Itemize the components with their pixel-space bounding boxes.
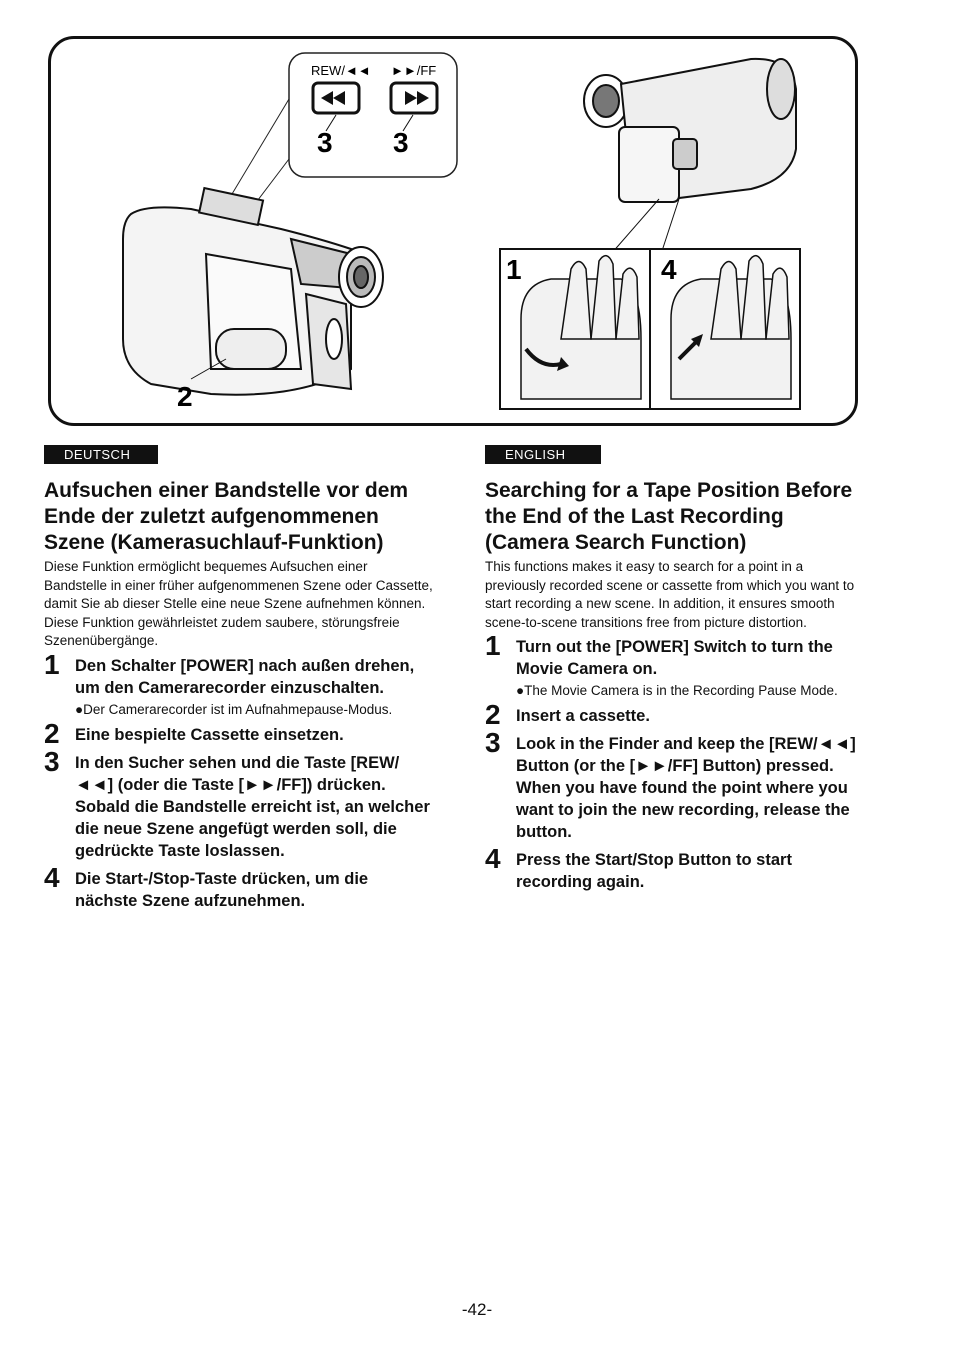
illustration-panel xyxy=(48,36,858,426)
camcorder-rear-view xyxy=(584,59,796,202)
step-2-deutsch xyxy=(44,717,434,749)
step-text: Turn out the [POWER] Switch to turn the Movie Camera on. xyxy=(516,638,833,678)
step-number: 2 xyxy=(44,717,60,749)
intro-text-english: This functions makes it easy to search for a point in a previously recorded scene or cassette from which you want to start recording a new scene. In addition, it ensures smooth scene-to-scene transitions free from picture distortion. xyxy=(485,559,855,630)
step-number: 1 xyxy=(44,648,60,680)
callout-step-1: 1 xyxy=(506,254,522,285)
language-tag-english: ENGLISH xyxy=(485,445,601,464)
step-note: ●The Movie Camera is in the Recording Pause Mode. xyxy=(516,683,838,698)
step-number: 3 xyxy=(485,727,501,758)
step-2-english xyxy=(485,699,865,730)
section-title-english: Searching for a Tape Position Before the End of the Last Recording (Camera Search Function) xyxy=(485,479,853,554)
ff-button-label: ►►/FF xyxy=(391,63,437,78)
step-number: 3 xyxy=(44,745,60,777)
step-text: Eine bespielte Cassette einsetzen. xyxy=(75,725,344,744)
step-3-english xyxy=(485,727,865,843)
section-title-deutsch: Aufsuchen einer Bandstelle vor dem Ende der zuletzt aufgenommenen Szene (Kamerasuchlauf-Funktion) xyxy=(44,479,409,554)
callout-step-3-rew: 3 xyxy=(317,127,333,158)
step-text: Den Schalter [POWER] nach außen drehen, um den Camerarecorder einzuschalten. xyxy=(75,656,415,697)
step-number: 2 xyxy=(485,699,501,730)
step-4-english xyxy=(485,843,865,893)
deutsch-column xyxy=(44,445,434,912)
step-3-deutsch xyxy=(44,745,434,862)
rew-button-label: REW/◄◄ xyxy=(311,63,371,78)
step-text: Press the Start/Stop Button to start recording again. xyxy=(516,851,792,891)
step-text: In den Sucher sehen und die Taste [REW/◄◄] (oder die Taste [►►/FF]) drücken. Sobald die Bandstelle erreicht ist, an welcher die neue Szene angefügt werden soll, die gedrückte Taste loslassen. xyxy=(75,753,430,860)
callout-step-2: 2 xyxy=(177,381,193,412)
step-text: Look in the Finder and keep the [REW/◄◄] Button (or the [►►/FF] Button) pressed. When you have found the point where you want to join the new recording, release the button. xyxy=(516,735,856,841)
step-number: 4 xyxy=(44,861,60,893)
step-4-deutsch xyxy=(44,861,434,912)
page-number: -42- xyxy=(461,1300,493,1319)
step-number: 1 xyxy=(485,630,501,661)
english-column xyxy=(485,445,865,893)
step-text: Die Start-/Stop-Taste drücken, um die nächste Szene aufzunehmen. xyxy=(75,869,369,910)
intro-text-deutsch: Diese Funktion ermöglicht bequemes Aufsuchen einer Bandstelle in einer früher aufgenommenen Szene oder Cassette, damit Sie ab dieser Stelle eine neue Szene aufnehmen können. Diese Funktion gewährleistet zudem saubere, störungsfreie Szenenübergänge. xyxy=(44,559,433,648)
step-note: ●Der Camerarecorder ist im Aufnahmepause-Modus. xyxy=(75,701,393,717)
callout-step-3-ff: 3 xyxy=(393,127,409,158)
step-1-deutsch xyxy=(44,648,434,699)
step-1-english xyxy=(485,630,865,680)
language-tag-deutsch: DEUTSCH xyxy=(44,445,158,464)
step-number: 4 xyxy=(485,843,501,874)
camcorder-side-view xyxy=(123,188,383,395)
step-text: Insert a cassette. xyxy=(516,707,650,725)
callout-step-4: 4 xyxy=(661,254,677,285)
camcorder-illustration xyxy=(51,39,855,423)
